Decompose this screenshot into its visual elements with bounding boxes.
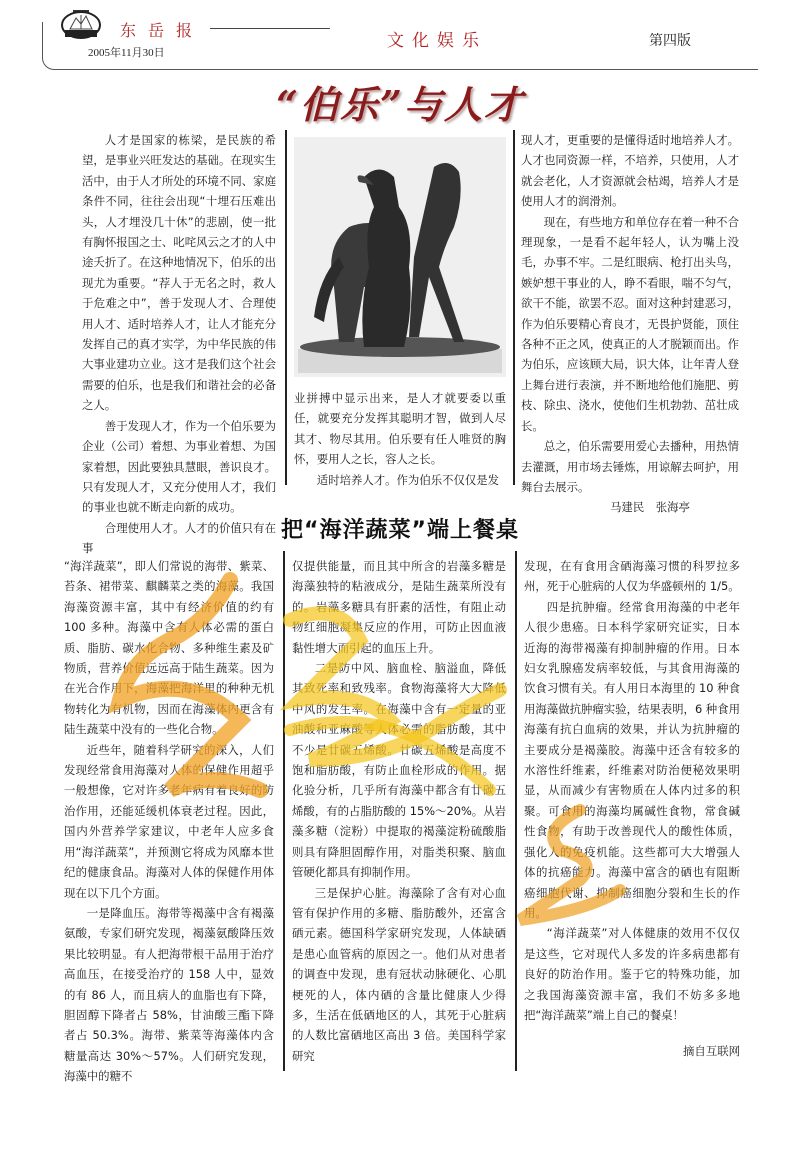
paragraph: 适时培养人才。作为伯乐不仅仅是发 (316, 472, 500, 487)
bole-horse-statue-photo (294, 137, 506, 377)
paragraph: 合理使用人才。人才的价值只有在事 (82, 520, 276, 556)
paragraph: “海洋蔬菜”对人体健康的效用不仅仅是这些，它对现代人多发的许多病患都有良好的防治作用。鉴于它的特殊功能，加之我国海藻资源丰富，我们不妨多多地把“海洋蔬菜”端上自己的餐桌！ (524, 926, 740, 1022)
article1-column-3 (521, 130, 739, 518)
paragraph: 现人才，更重要的是懂得适时地培养人才。人才也同资源一样，不培养，只使用，人才就会老化，人才资源就会枯竭，培养人才是使用人才的润滑剂。 (521, 133, 739, 209)
article1-column-1 (82, 130, 276, 559)
paragraph: 仅提供能量，而且其中所含的岩藻多糖是海藻独特的粘液成分，是陆生蔬菜所没有的。岩藻多糖具有肝素的活性，有阻止动物红细胞凝集反应的作用，可防止因血液黏性增大而引起的血压上升。 (292, 559, 506, 655)
article2-source: 摘自互联网 (683, 1044, 740, 1059)
article1-byline: 马建民 张海亭 (610, 500, 690, 515)
masthead (42, 8, 758, 70)
section-name: 文化娱乐 (387, 31, 487, 51)
article1-column-2 (294, 388, 506, 490)
page-number: 第四版 (649, 33, 691, 49)
paragraph: 总之，伯乐需要用爱心去播种，用热情去灌溉，用市场去锤炼，用谅解去呵护，用舞台去展示。 (521, 439, 739, 494)
paragraph: 三是保护心脏。海藻除了含有对心血管有保护作用的多糖、脂肪酸外，还富含硒元素。德国科学家研究发现，人体缺硒是患心血管病的原因之一。他们从对患者的调查中发现，患有冠状动脉硬化、心肌梗死的人，体内硒的含量比健康人少得多，生活在低硒地区的人，其死于心脏病的人数比富硒地区高出 3 倍。美国科学家研究 (292, 885, 506, 1063)
column-divider (513, 130, 515, 485)
article2-column-3 (524, 556, 740, 1062)
paragraph: 现在，有些地方和单位存在着一种不合理现象，一是看不起年轻人，认为嘴上没毛，办事不牢。二是红眼病、枪打出头鸟，嫉妒想干事业的人，睁不看眼，喘不匀气，欲干不能，欲罢不忍。面对这种封建恶习，作为伯乐要精心育良才，无畏护贤能，顶住各种不正之风，使真正的人才脱颖而出。作为伯乐，应该顾大局，识大体，让年青人登上舞台进行表演，并不断地给他们施肥、剪枝、除虫、浇水，使他们生机勃勃、茁壮成长。 (521, 214, 739, 433)
paragraph: 四是抗肿瘤。经常食用海藻的中老年人很少患癌。日本科学家研究证实，日本近海的海带褐藻有抑制肿瘤的作用。日本妇女乳腺癌发病率较低，与其食用海藻的饮食习惯有关。有人用日本海里的 10 种食用海藻做抗肿瘤实验，结果表明，6 种食用海藻有抗白血病的效果，并认为抗肿瘤的主要成分是褐藻胶。海藻中还含有较多的水溶性纤维素，纤维素对防治便秘效果明显，从而减少有害物质在人体内过多的积聚。可食用的海藻均属碱性食物，常食碱性食物，有助于改善现代人的酸性体质，强化人的免疫机能。这些都可大大增强人体的抗癌能力。海藻中富含的硒也有阻断癌细胞代谢、抑制癌细胞分裂和生长的作用。 (524, 599, 740, 920)
column-divider (283, 551, 285, 1071)
paragraph: 近些年，随着科学研究的深入，人们发现经常食用海藻对人体的保健作用超乎一般想像，它对许多老年病有着良好的防治作用，还能延缓机体衰老过程。因此，国内外营养学家建议，中老年人应多食用“海洋蔬菜”，并预测它将成为风靡本世纪的健康食品。海藻对人体的保健作用体现在以下几个方面。 (64, 742, 274, 900)
paragraph: 二是防中风、脑血栓、脑溢血，降低其致死率和致残率。食物海藻将大大降低中风的发生率。在海藻中含有一定量的亚油酸和亚麻酸等人体必需的脂肪酸，其中不少是廿碳五烯酸。廿碳五烯酸是高度不饱和脂肪酸，有防止血栓形成的作用。据化验分析，几乎所有海藻中都含有廿碳五烯酸，有的占脂肪酸的 15%～20%。从岩藻多糖（淀粉）中提取的褐藻淀粉硫酸脂则具有降胆固醇作用，对脂类积聚、脑血管硬化都具有抑制作用。 (292, 661, 506, 880)
paragraph: 一是降血压。海带等褐藻中含有褐藻氨酸，专家们研究发现，褐藻氨酸降压效果比较明显。有人把海带根干品用于治疗高血压，在接受治疗的 158 人中，显效的有 86 人，而且病人的血脂也有下降，胆固醇下降者占 58%，甘油酸三酯下降者占 50.3%。海带、紫菜等海藻体内含糖量高达 30%～57%。人们研究发现，海藻中的糖不 (64, 905, 274, 1084)
paragraph: 业拼搏中显示出来，是人才就要委以重任，就要充分发挥其聪明才智，做到人尽其才、物尽其用。伯乐要有任人唯贤的胸怀，要用人之长，容人之长。 (294, 391, 506, 467)
article2-column-2 (292, 556, 506, 1066)
newspaper-logo-icon (60, 10, 102, 40)
column-divider (285, 130, 287, 485)
paper-name: 东岳报 (120, 21, 205, 40)
paragraph: 善于发现人才，作为一个伯乐要为企业（公司）着想、为事业着想、为国家着想，因此要独具慧眼，善识良才。只有发现人才，又充分使用人才，我们的事业也就不断走向新的成功。 (82, 418, 276, 515)
column-divider (515, 551, 517, 1071)
article2-headline: 把“海洋蔬菜”端上餐桌 (281, 518, 519, 543)
masthead-rule (210, 28, 330, 29)
paragraph: 人才是国家的栋梁，是民族的希望，是事业兴旺发达的基础。在现实生活中，由于人才所处的环境不同、家庭条件不同，往往会出现“十埋石压难出头，人才埋没几十休”的悲剧，使一批有胸怀报国之士、叱咤风云之才的人中途夭折了。在这种地情况下，伯乐的出现尤为重要。“荐人于无名之时，救人于危难之中”，善于发现人才、合理使用人才、适时培养人才，让人才能充分发挥自己的真才实学，为中华民族的伟大事业建功立业。这才是我们这个社会需要的伯乐，也是我们和谐社会的必备之人。 (82, 133, 276, 413)
article2-column-1 (64, 556, 274, 1087)
publication-date: 2005年11月30日 (88, 47, 165, 59)
paragraph: 发现，在有食用含硒海藻习惯的科罗拉多州，死于心脏病的人仅为华盛顿州的 1/5。 (524, 559, 740, 594)
paragraph: “海洋蔬菜”，即人们常说的海带、紫菜、苔条、裙带菜、麒麟菜之类的海藻。我国海藻资源丰富，其中有经济价值的约有 100 多种。海藻中含有人体必需的蛋白质、脂肪、碳水化合物、多种维生素及矿物质，营养价值远远高于陆生蔬菜。因为在光合作用下，海藻把海洋里的种种无机物转化为有机物，因而在海藻体内更含有陆生蔬菜中没有的一些化合物。 (64, 559, 274, 737)
article1-headline: “伯乐”与人才 (276, 82, 524, 127)
